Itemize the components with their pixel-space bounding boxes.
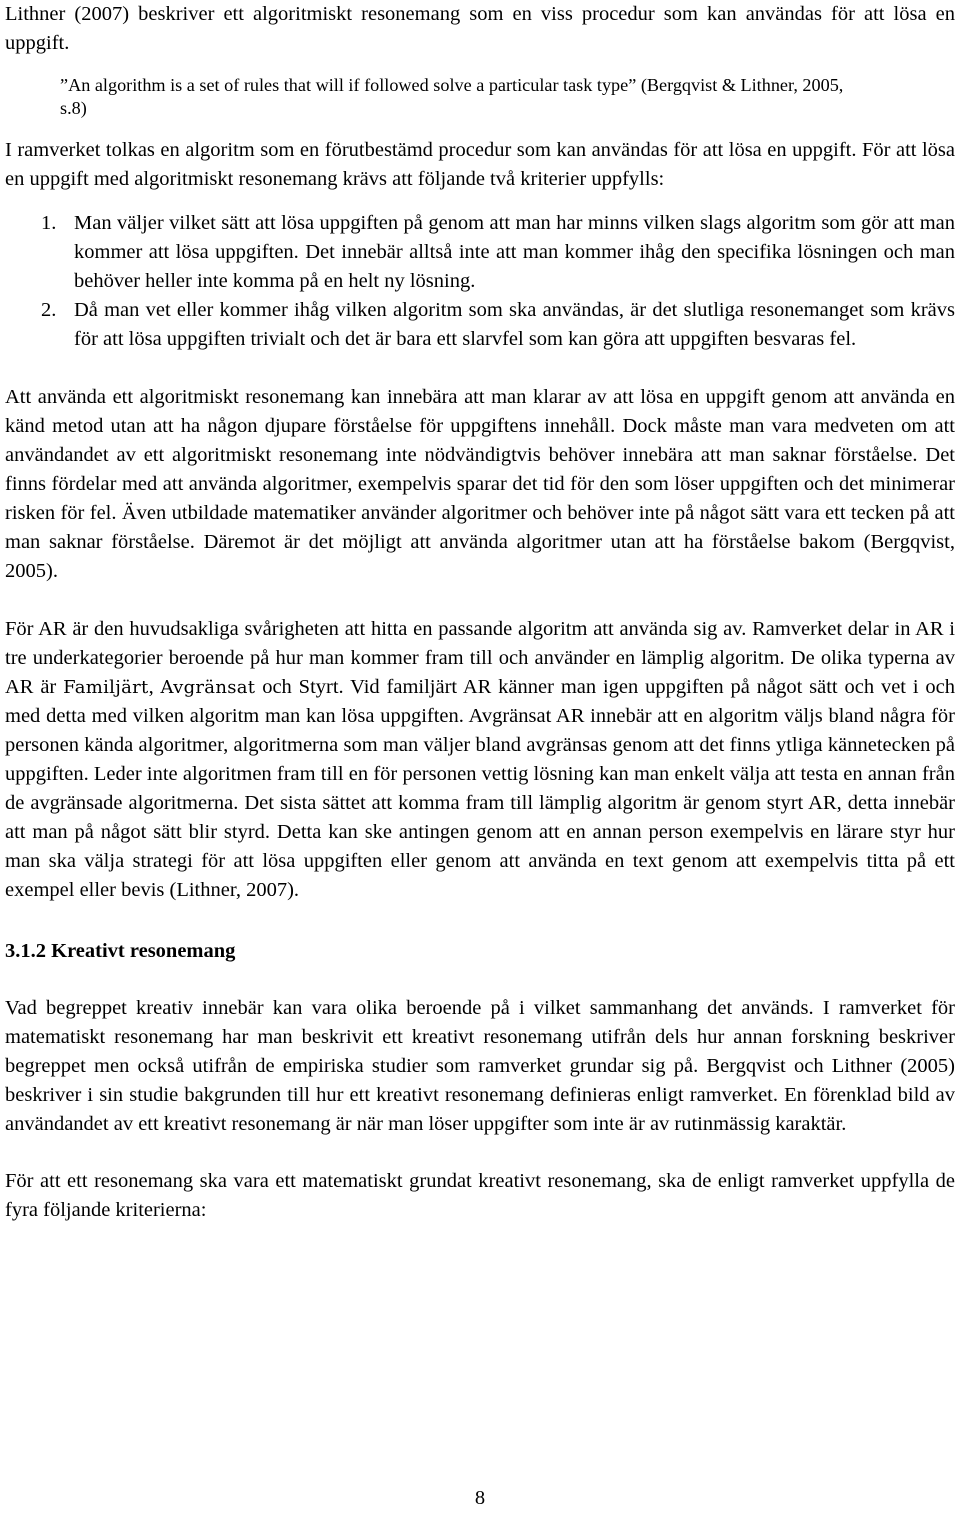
term-familjart: Familjärt bbox=[63, 677, 149, 698]
criteria-text: Man väljer vilket sätt att lösa uppgiften på genom att man har minns vilken slags algoritm som gör att man kommer att lösa uppgiften. Det innebär alltså inte att man kommer ihåg den specifika lösningen och man behöver heller inte komma på en helt ny lösning. bbox=[74, 212, 955, 292]
ar-types-separator: och bbox=[255, 676, 299, 698]
paragraph-creative-criteria: För att ett resonemang ska vara ett matematiskt grundat kreativt resonemang, ska de enligt ramverket uppfylla de fyra följande kriterierna: bbox=[5, 1170, 955, 1221]
ar-types-text-after: . Vid familjärt AR känner man igen uppgiften på något sätt och vet i och med detta med vilken algoritm man kan lösa uppgiften. Avgränsat AR innebär att en algoritm väljs bland några för personen kända algoritmer, algoritmerna som man väljer bland avgränsas genom att det finns ytliga kännetecken på uppgiften. Leder inte algoritmen fram till en för personen vettig lösning kan man enkelt välja att testa en annan från de avgränsade algoritmerna. Det sista sättet att komma fram till lämplig algoritm är genom styrt AR, detta innebär att man på något sätt blir styrd. Detta kan ske antingen genom att en annan person exempelvis en lärare styr hur man ska välja strategi för att lösa uppgiften eller genom att använda en text genom att exempelvis titta på ett exempel eller bevis (Lithner, 2007). bbox=[5, 676, 955, 901]
criteria-number: 1. bbox=[41, 212, 57, 234]
block-quote: ”An algorithm is a set of rules that will if followed solve a particular task type” (Bergqvist & Lithner, 2005, s.8) bbox=[60, 75, 844, 118]
criteria-text: Då man vet eller kommer ihåg vilken algoritm som ska användas, är det slutliga resonemanget som krävs för att lösa uppgiften trivialt och det är bara ett slarvfel som kan göra att uppgiften besvaras fel. bbox=[74, 299, 955, 350]
criteria-item bbox=[5, 209, 955, 296]
paragraph-intro: Lithner (2007) beskriver ett algoritmiskt resonemang som en viss procedur som kan användas för att lösa en uppgift. bbox=[5, 3, 955, 54]
ar-types-text-before: För AR är den huvudsakliga svårigheten att hitta en passande algoritm att använda sig av. Ramverket delar in AR i tre underkategorier beroende på hur man kommer fram till och använder en lämplig algoritm. De olika typerna av AR är bbox=[5, 618, 955, 698]
ar-types-separator: , bbox=[148, 676, 161, 698]
paragraph-algorithmic-use: Att använda ett algoritmiskt resonemang kan innebära att man klarar av att lösa en uppgift genom att använda en känd metod utan att ha någon djupare förståelse för uppgiftens innehåll. Dock måste man vara medveten om att användandet av ett algoritmiskt resonemang inte nödvändigtvis behöver innebära att man saknar förståelse. Det finns fördelar med att använda algoritmer, exempelvis sparar det tid för den som löser uppgiften och det minimerar risken för fel. Även utbildade matematiker använder algoritmer och behöver inte på något sätt vara ett tecken på att man saknar förståelse. Däremot är det möjligt att använda algoritmer utan att ha förståelse bakom (Bergqvist, 2005). bbox=[5, 386, 955, 582]
paragraph-ar-types bbox=[5, 615, 955, 905]
term-styrt: Styrt bbox=[298, 676, 339, 698]
criteria-list bbox=[5, 209, 955, 354]
paragraph-creative-definition: Vad begreppet kreativ innebär kan vara olika beroende på i vilket sammanhang det används. I ramverket för matematiskt resonemang har man beskrivit ett kreativt resonemang utifrån dels hur annan forskning beskriver begreppet men också utifrån de empiriska studier som ramverket grundar sig på. Bergqvist och Lithner (2005) beskriver i sin studie bakgrunden till hur ett kreativt resonemang definieras enligt ramverket. En förenklad bild av användandet av ett kreativt resonemang är när man löser uppgifter som inte är av rutinmässig karaktär. bbox=[5, 997, 955, 1135]
page-number: 8 bbox=[474, 1487, 486, 1509]
paragraph-framework: I ramverket tolkas en algoritm som en förutbestämd procedur som kan användas för att lösa en uppgift. För att lösa en uppgift med algoritmiskt resonemang krävs att följande två kriterier uppfylls: bbox=[5, 139, 955, 190]
criteria-number: 2. bbox=[41, 299, 57, 321]
section-heading: 3.1.2 Kreativt resonemang bbox=[5, 940, 236, 962]
term-avgransat: Avgränsat bbox=[160, 677, 256, 698]
document-page bbox=[5, 0, 955, 1513]
criteria-item bbox=[5, 296, 955, 354]
